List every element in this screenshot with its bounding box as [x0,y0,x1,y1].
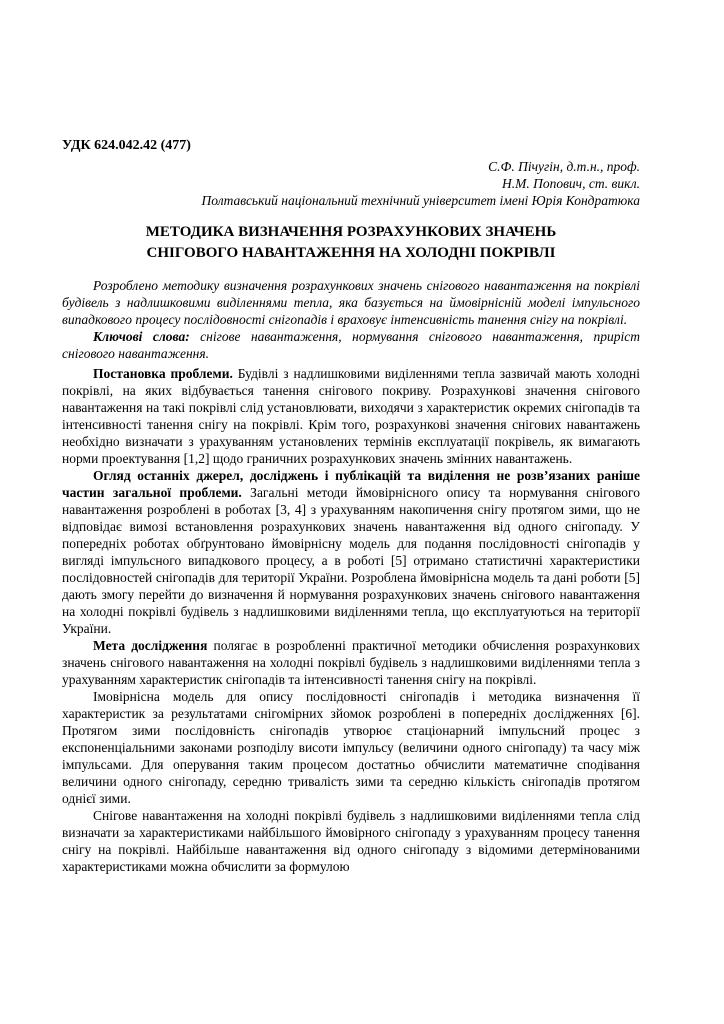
udc-number: УДК 624.042.42 (477) [62,138,191,153]
paragraph-text: Імовірнісна модель для опису послідовності снігопадів і методика визначення її характеристик за результатами снігомірних зйомок розроблені в попередніх дослідженнях [6]. Протягом зими послідовність снігопадів утворює стаціонарний імпульсний процес з експоненціальними законами розподілу висоти імпульсу (величини одного снігопаду) та часу між імпульсами. Для оперування таким процесом достатньо обчислити математичне сподівання величини одного снігопаду, середню тривалість зими та середню кількість снігопадів протягом однієї зими. [62,689,640,806]
paragraph-text: Будівлі з надлишковими виділеннями тепла зазвичай мають холодні покрівлі, на яких відбувається танення снігового покриву. Розрахункові значення снігового навантаження на такі покрівлі слід установлювати, виходячи з характеристик окремих снігопадів та інтенсивності танення снігу на покрівлі. Крім того, розрахункові значення снігових навантажень необхідно визначати з урахуванням установлених термінів експлуатації покрівель, як вимагають норми проектування [1,2] щодо граничних розрахункових значень змінних навантажень. [62,366,640,466]
paragraph-lead: Огляд останніх джерел, досліджень і публікацій та виділення не розв’язаних раніше частин загальної проблеми. [62,468,640,500]
paragraph-lead: Мета дослідження [93,638,208,653]
paragraph-snow-load-formula-intro [62,807,640,875]
keywords-label: Ключові слова: [93,329,190,344]
paragraph-lead: Постановка проблеми. [93,366,233,381]
page-content [62,137,640,875]
paper-title [62,222,640,264]
body-text-block [62,365,640,875]
keywords-text: снігове навантаження, нормування снігового навантаження, приріст снігового навантаження. [62,329,641,361]
paragraph-literature-review [62,467,640,637]
abstract-block [62,277,640,362]
paragraph-text: Загальні методи ймовірнісного опису та нормування снігового навантаження розроблені в роботах [3, 4] з урахуванням накопичення снігу протягом зими, що не відповідає вимозі встановлення розрахункових значень навантаження від одного снігопаду. У попередніх роботах обґрунтовано ймовірнісну модель для подання послідовності снігопадів у вигляді імпульсного випадкового процесу, а в роботі [5] отримано статистичні характеристики послідовностей снігопадів для території України. Розроблена ймовірнісна модель та дані роботи [5] дають змогу перейти до визначення й нормування розрахункових значень снігового навантаження на холодні покрівлі будівель з надлишковими виділеннями тепла, що експлуатуються на території України. [62,485,641,636]
paragraph-text: Снігове навантаження на холодні покрівлі будівель з надлишковими виділеннями тепла слід визначати за характеристиками найбільшого ймовірного снігопаду з урахуванням процесу танення снігу на покрівлі. Найбільше навантаження від одного снігопаду з відомими детермінованими характеристиками можна обчислити за формулою [62,808,640,874]
paper-title-line-2: СНІГОВОГО НАВАНТАЖЕННЯ НА ХОЛОДНІ ПОКРІВЛІ [146,245,556,261]
keywords-paragraph [62,328,640,362]
author-line-2: Н.М. Попович, ст. викл. [501,176,640,191]
paragraph-problem-statement [62,365,640,467]
abstract-text: Розроблено методику визначення розрахункових значень снігового навантаження на покрівлі будівель з надлишковими виділеннями тепла, яка базується на ймовірнісній моделі імпульсного випадкового процесу послідовності снігопадів і враховує інтенсивність танення снігу на покрівлі. [62,278,640,327]
affiliation: Полтавський національний технічний університет імені Юрія Кондратюка [201,193,640,208]
paragraph-probability-model [62,688,640,807]
paragraph-text: полягає в розробленні практичної методики обчислення розрахункових значень снігового навантаження на холодні покрівлі будівель з надлишковими виділеннями тепла з урахуванням характеристик снігопадів та інтенсивності танення снігу на покрівлі. [62,638,640,687]
author-line-1: С.Ф. Пічугін, д.т.н., проф. [488,159,640,174]
paragraph-research-goal [62,637,640,688]
paper-title-line-1: МЕТОДИКА ВИЗНАЧЕННЯ РОЗРАХУНКОВИХ ЗНАЧЕНЬ [145,224,557,240]
abstract-paragraph [62,277,640,328]
authors-block [62,158,640,209]
